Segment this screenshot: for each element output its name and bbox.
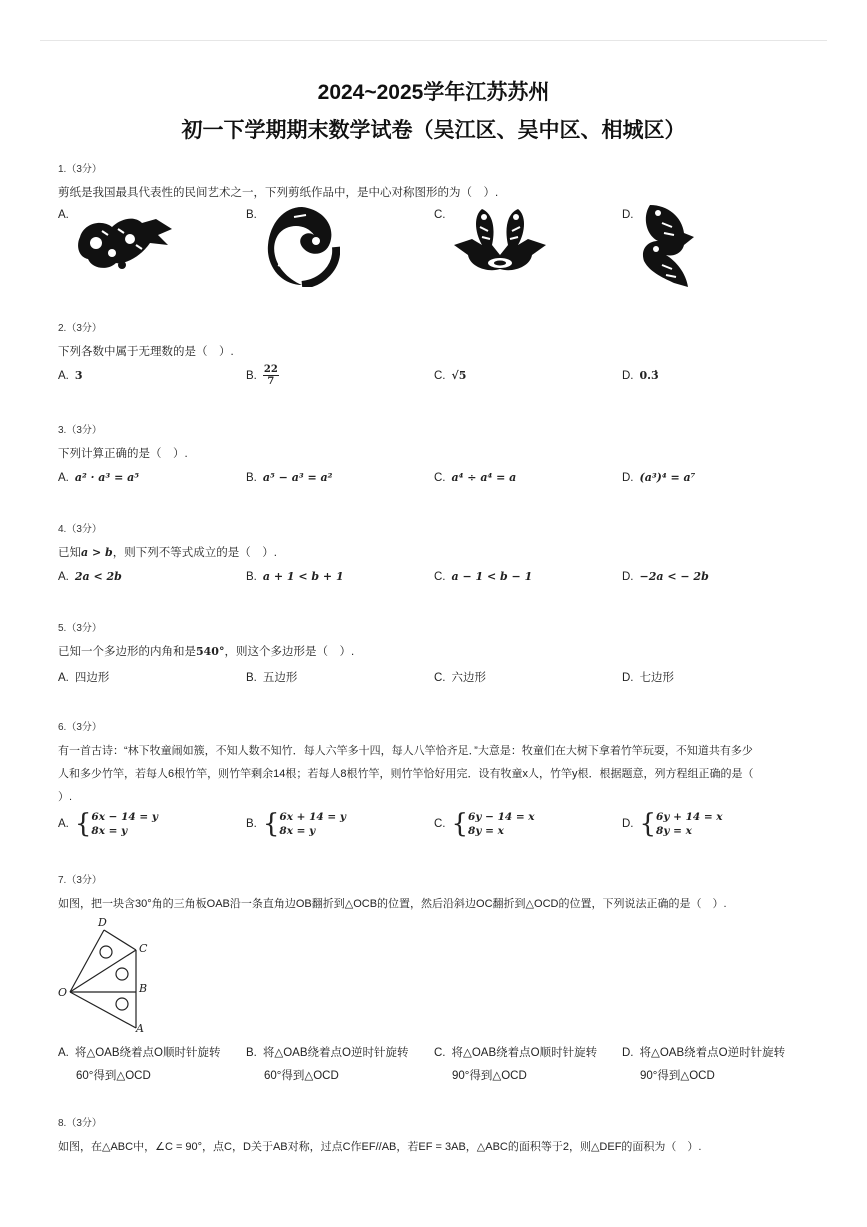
question-6-stem-line3: ）.: [58, 791, 73, 803]
q2-option-b[interactable]: B. $\frac{22}{7}$: [246, 364, 278, 387]
q6-option-b[interactable]: B. { 6x + 14 = y 8x = y: [246, 809, 346, 839]
q3-option-b[interactable]: B. a⁵ − a³ = a²: [246, 471, 333, 484]
question-5-number: 5.（3分）: [58, 623, 102, 634]
vertex-label-d: D: [98, 916, 107, 929]
question-7-stem: 如图，把一块含30°角的三角板OAB沿一条直角边OB翻折到△OCB的位置，然后沿斜边OC翻折到△OCD的位置，下列说法正确的是（ ）.: [58, 898, 727, 910]
question-1-stem: 剪纸是我国最具代表性的民间艺术之一，下列剪纸作品中，是中心对称图形的为（ ）.: [58, 187, 499, 199]
exam-title-line2: 初一下学期期末数学试卷（吴江区、吴中区、相城区）: [181, 119, 686, 142]
q4-option-b[interactable]: B. a + 1 < b + 1: [246, 570, 344, 583]
question-6-number: 6.（3分）: [58, 722, 102, 733]
q3-option-d[interactable]: D. (a³)⁴ = a⁷: [622, 471, 696, 484]
q4-option-c[interactable]: C. a − 1 < b − 1: [434, 570, 533, 583]
vertex-label-o: O: [58, 986, 68, 999]
triangle-folding-figure: [56, 914, 156, 1034]
paper-cut-swirling-fish-image: [264, 205, 340, 287]
q1-option-c[interactable]: C.: [434, 209, 446, 221]
question-3-number: 3.（3分）: [58, 425, 102, 436]
q7-option-a[interactable]: A. 将△OAB绕着点O顺时针旋转 60°得到△OCD: [58, 1047, 221, 1082]
q2-option-d[interactable]: D. 0.3̇: [622, 369, 659, 382]
q2-option-c[interactable]: C. √5: [434, 369, 467, 382]
question-7-number: 7.（3分）: [58, 875, 102, 886]
paper-cut-twin-carp-image: [638, 203, 696, 289]
paper-cut-goldfish-pair-image: [72, 205, 176, 273]
q7-option-d[interactable]: D. 将△OAB绕着点O逆时针旋转 90°得到△OCD: [622, 1047, 786, 1082]
q5-option-c[interactable]: C. 六边形: [434, 672, 486, 684]
header-divider: [40, 40, 827, 41]
question-6-stem-line1: 有一首古诗：“林下牧童闹如簇，不知人数不知竹．每人六竿多十四，每人八竿恰齐足．”大意是：牧童们在大树下拿着竹竿玩耍，不知道共有多少: [58, 745, 753, 757]
q4-option-a[interactable]: A. 2a < 2b: [58, 570, 122, 583]
q3-option-c[interactable]: C. a⁴ ÷ a⁴ = a: [434, 471, 517, 484]
vertex-label-a: A: [136, 1022, 144, 1034]
q5-option-a[interactable]: A. 四边形: [58, 672, 110, 684]
q1-option-a[interactable]: A.: [58, 209, 69, 221]
equation-system: 6x + 14 = y 8x = y: [279, 811, 346, 837]
q6-option-d[interactable]: D. { 6y + 14 = x 8y = x: [622, 809, 723, 839]
q7-option-b[interactable]: B. 将△OAB绕着点O逆时针旋转 60°得到△OCD: [246, 1047, 409, 1082]
q4-option-d[interactable]: D. −2a < − 2b: [622, 570, 709, 583]
equation-system: 6x − 14 = y 8x = y: [91, 811, 158, 837]
equation-system: 6y + 14 = x 8y = x: [656, 811, 723, 837]
exam-title-line1: 2024~2025学年江苏苏州: [317, 81, 550, 104]
question-6-stem-line2: 人和多少竹竿，若每人6根竹竿，则竹竿剩余14根；若每人8根竹竿，则竹竿恰好用完．设有牧童x人，竹竿y根．根据题意，列方程组正确的是（: [58, 768, 754, 780]
question-3-stem: 下列计算正确的是（ ）.: [58, 448, 188, 460]
paper-cut-twin-fish-on-lotus-image: [452, 205, 548, 277]
q6-option-a[interactable]: A. { 6x − 14 = y 8x = y: [58, 809, 158, 839]
question-5-stem: 已知一个多边形的内角和是540°，则这个多边形是（ ）.: [58, 645, 355, 658]
question-2-stem: 下列各数中属于无理数的是（ ）.: [58, 346, 234, 358]
vertex-label-b: B: [139, 982, 148, 995]
vertex-label-c: C: [139, 942, 148, 955]
question-8-stem: 如图，在△ABC中，∠C = 90°，点C，D关于AB对称，过点C作EF//AB，若EF = 3AB，△ABC的面积等于2，则△DEF的面积为（ ）.: [58, 1141, 702, 1153]
question-2-number: 2.（3分）: [58, 323, 102, 334]
question-1-number: 1.（3分）: [58, 164, 102, 175]
q7-option-c[interactable]: C. 将△OAB绕着点O顺时针旋转 90°得到△OCD: [434, 1047, 598, 1082]
q3-option-a[interactable]: A. a² · a³ = a⁵: [58, 471, 140, 484]
q2-option-a[interactable]: A. 3: [58, 369, 83, 382]
q5-option-b[interactable]: B. 五边形: [246, 672, 298, 684]
fraction-22-over-7: $\frac{22}{7}$: [263, 364, 278, 387]
q1-option-b[interactable]: B.: [246, 209, 257, 221]
q6-option-c[interactable]: C. { 6y − 14 = x 8y = x: [434, 809, 535, 839]
question-8-number: 8.（3分）: [58, 1118, 102, 1129]
q1-option-d[interactable]: D.: [622, 209, 634, 221]
question-4-number: 4.（3分）: [58, 524, 102, 535]
q5-option-d[interactable]: D. 七边形: [622, 672, 674, 684]
equation-system: 6y − 14 = x 8y = x: [468, 811, 535, 837]
question-4-stem: 已知a > b，则下列不等式成立的是（ ）.: [58, 546, 277, 559]
